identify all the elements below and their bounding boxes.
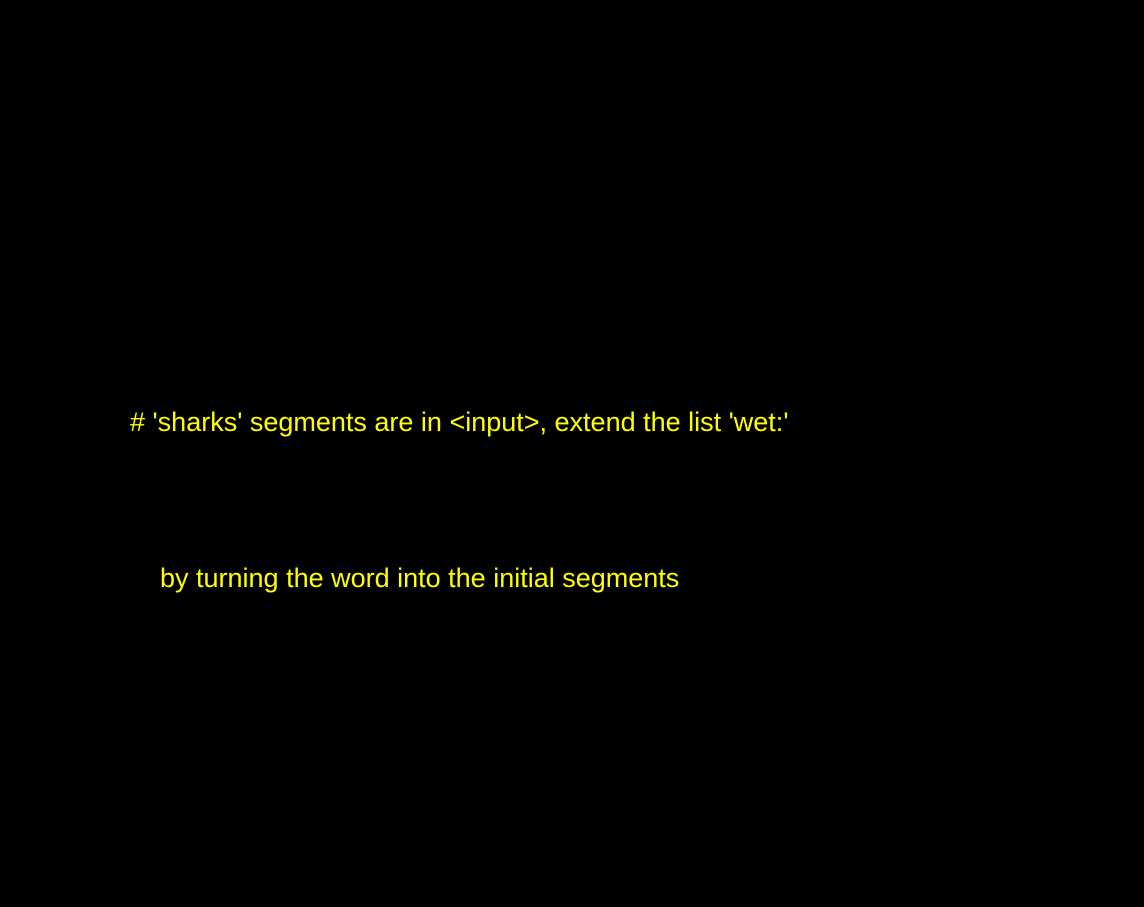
comment-line-1: # 'sharks' segments are in <input>, extend the list 'wet:': [130, 407, 789, 437]
comment-line-2: by turning the word into the initial segments: [160, 563, 680, 593]
code-comment-block: [130, 292, 788, 708]
